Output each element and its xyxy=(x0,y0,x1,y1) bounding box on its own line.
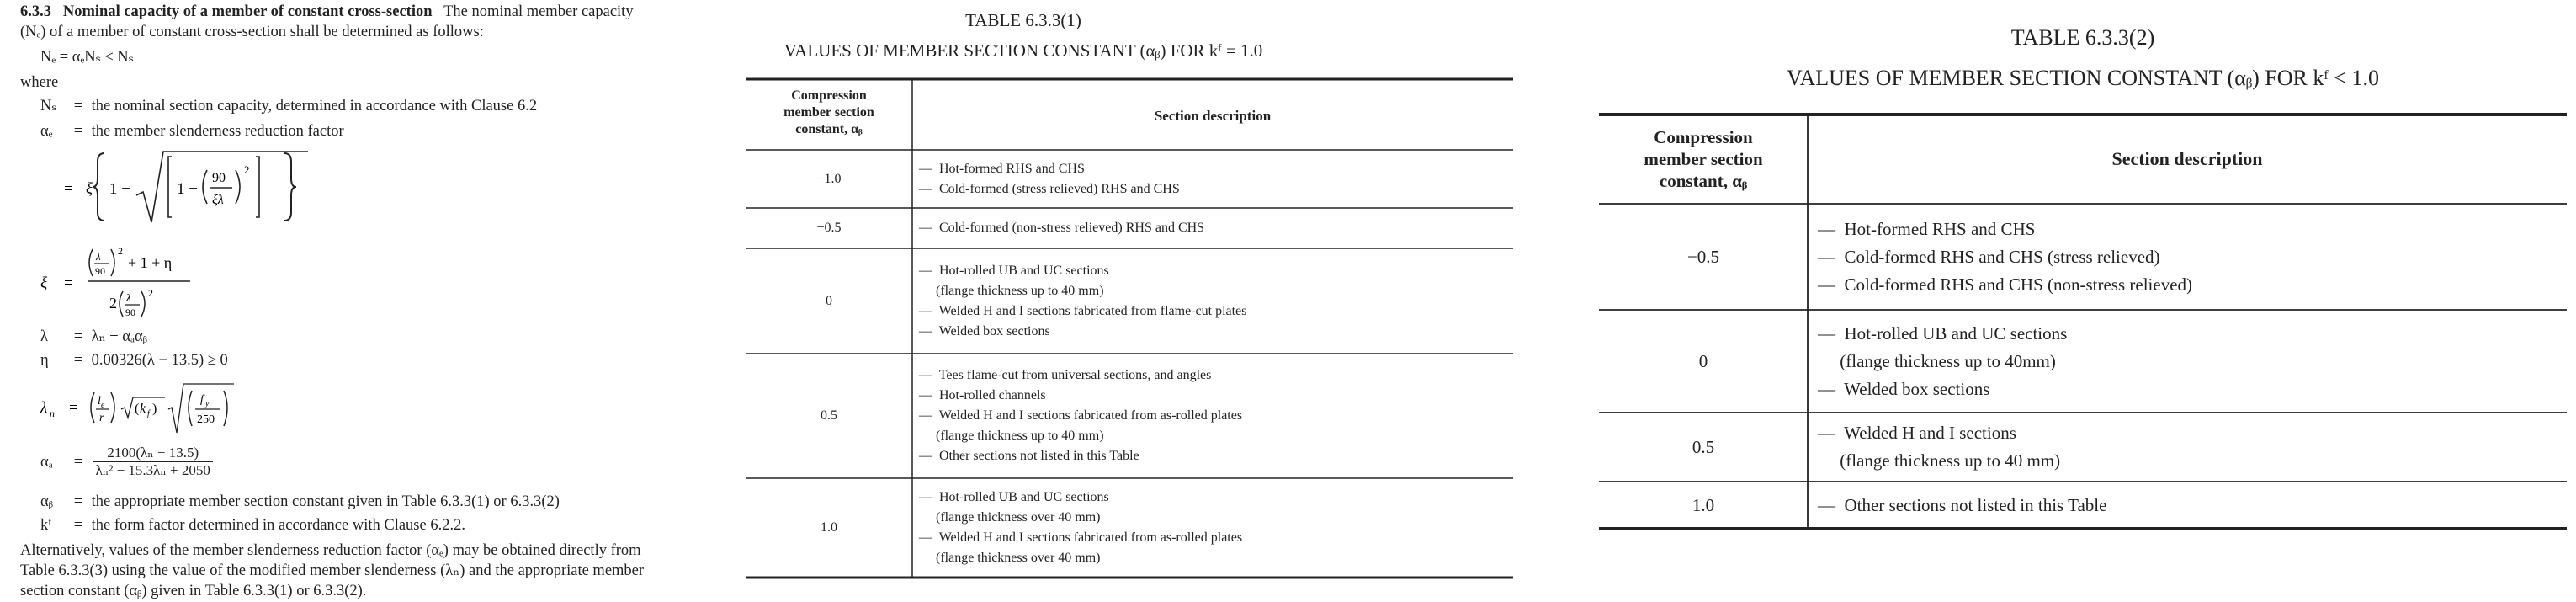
svg-text:+ 1 + η: + 1 + η xyxy=(128,254,173,271)
table2-row-3-value: 1.0 xyxy=(1692,494,1715,515)
svg-text:90: 90 xyxy=(125,306,135,318)
svg-text:e: e xyxy=(101,401,105,410)
description-line: — Welded H and I sections fabricated from as-rolled plates xyxy=(919,530,1243,545)
description-line: — Hot-rolled UB and UC sections xyxy=(919,490,1109,504)
table2-header-col1-line1: Compression xyxy=(1654,127,1753,147)
table1-row-2-description xyxy=(919,248,1246,354)
description-line: — Other sections not listed in this Table xyxy=(1818,494,2107,515)
eta-definition: 0.00326(λ − 13.5) ≥ 0 xyxy=(91,352,228,369)
svg-text:λ: λ xyxy=(126,291,131,304)
clause-heading xyxy=(20,2,634,22)
svg-text:r: r xyxy=(99,412,104,424)
table-6-3-3-1 xyxy=(746,0,1520,602)
description-line: — Cold-formed RHS and CHS (stress relieved) xyxy=(1818,246,2160,267)
def-ab: αᵦ = the appropriate member section constant given in Table 6.3.3(1) or 6.3.3(2) xyxy=(20,492,560,512)
svg-text:n: n xyxy=(50,408,55,419)
svg-text:k: k xyxy=(140,402,146,416)
equation-lambda-n xyxy=(40,379,259,438)
ns-symbol: Nₛ xyxy=(40,98,57,115)
description-line: (flange thickness up to 40 mm) xyxy=(919,283,1104,298)
def-ns: Nₛ = the nominal section capacity, determined in accordance with Clause 6.2 xyxy=(20,96,537,116)
aa-fraction xyxy=(93,445,213,479)
where-label: where xyxy=(20,74,59,91)
table1-row-1-description xyxy=(919,208,1204,248)
svg-text:λ: λ xyxy=(96,250,101,263)
svg-text:=: = xyxy=(64,180,73,198)
def-lambda: λ = λₙ + αₐαᵦ xyxy=(20,327,147,347)
svg-text:2: 2 xyxy=(118,246,123,257)
table1-row-2-value: 0 xyxy=(826,293,832,308)
svg-text:λ: λ xyxy=(40,399,48,417)
ns-definition: the nominal section capacity, determined in accordance with Clause 6.2 xyxy=(91,98,538,115)
svg-text:ξ: ξ xyxy=(86,180,93,198)
table2-header-col1-line2: member section xyxy=(1644,149,1763,169)
table1-row-0-description xyxy=(919,150,1180,208)
table2-row-2-description xyxy=(1818,413,2060,482)
description-line: — Welded box sections xyxy=(1818,378,1990,399)
description-line: — Tees flame-cut from universal sections, and angles xyxy=(919,368,1212,382)
table1-row-4-value: 1.0 xyxy=(821,520,837,535)
svg-text:90: 90 xyxy=(95,265,105,277)
description-line: — Welded H and I sections fabricated from flame-cut plates xyxy=(919,303,1247,318)
description-line: — Hot-rolled UB and UC sections xyxy=(1818,322,2068,344)
alt-line-1: Alternatively, values of the member slenderness reduction factor (αₑ) may be obtained directly from xyxy=(20,542,641,559)
table1-row-1-value: −0.5 xyxy=(816,221,842,235)
intro-line-2: (Nₑ) of a member of constant cross-section shall be determined as follows: xyxy=(20,24,484,40)
eta-symbol: η xyxy=(40,352,49,369)
description-line: — Hot-rolled channels xyxy=(919,388,1046,402)
table1-row-3-description xyxy=(919,354,1242,478)
svg-text:l: l xyxy=(98,395,101,408)
ab-definition: the appropriate member section constant given in Table 6.3.3(1) or 6.3.3(2) xyxy=(91,493,560,510)
alt-line-3: section constant (αᵦ) given in Table 6.3.3(1) or 6.3.3(2). xyxy=(20,583,367,599)
description-line: (flange thickness over 40 mm) xyxy=(919,510,1101,525)
equation-xi xyxy=(40,246,259,322)
description-line: — Other sections not listed in this Table xyxy=(919,449,1139,463)
table2-row-3-description xyxy=(1818,482,2106,529)
description-line: (flange thickness up to 40 mm) xyxy=(919,429,1104,443)
description-line: (flange thickness up to 40 mm) xyxy=(1818,450,2061,471)
description-line: — Welded H and I sections fabricated from as-rolled plates xyxy=(919,408,1243,423)
equation-main: Nₑ = αₑNₛ ≤ Nₛ xyxy=(40,49,134,66)
svg-text:(: ( xyxy=(135,402,140,416)
svg-text:1 −: 1 − xyxy=(177,180,198,198)
ac-expression-graphic xyxy=(64,145,316,229)
def-alpha-a: αₐ = $\frac{\text{2100(λₙ − 13.5)}}{\text{λₙ² − 15.3λₙ + 2050}}$ xyxy=(20,445,215,479)
description-line: — Welded H and I sections xyxy=(1818,423,2016,443)
ac-symbol: αₑ xyxy=(40,123,53,140)
table2-row-1-value: 0 xyxy=(1698,350,1708,371)
table2-title-number: TABLE 6.3.3(2) xyxy=(2010,25,2155,50)
kf-definition: the form factor determined in accordance with Clause 6.2.2. xyxy=(91,517,465,534)
equation-ac-expression xyxy=(64,145,316,229)
table1-header-col1 xyxy=(746,88,912,138)
table1-header-col1-line2: member section xyxy=(783,105,874,120)
svg-text:=: = xyxy=(64,274,73,292)
description-line: — Hot-formed RHS and CHS xyxy=(1818,218,2036,239)
aa-symbol: αₐ xyxy=(40,453,53,471)
table1-header-col1-line1: Compression xyxy=(791,88,867,103)
svg-text:f: f xyxy=(147,409,150,418)
lambda-definition: λₙ + αₐαᵦ xyxy=(91,328,147,345)
svg-text:=: = xyxy=(69,399,78,417)
table1-row-3-value: 0.5 xyxy=(821,408,837,423)
svg-text:250: 250 xyxy=(197,413,215,426)
svg-text:2: 2 xyxy=(244,163,250,176)
description-line: — Welded box sections xyxy=(919,323,1050,338)
table-6-3-3-2 xyxy=(1599,0,2576,602)
description-line: — Cold-formed (non-stress relieved) RHS and CHS xyxy=(919,221,1205,235)
table2-row-2-value: 0.5 xyxy=(1692,436,1715,457)
def-eta: η = 0.00326(λ − 13.5) ≥ 0 xyxy=(20,350,228,370)
description-line: — Hot-formed RHS and CHS xyxy=(919,161,1085,176)
clause-number: 6.3.3 xyxy=(20,3,51,20)
description-line: — Hot-rolled UB and UC sections xyxy=(919,263,1109,278)
svg-text:f: f xyxy=(200,393,204,406)
table2-header-col2: Section description xyxy=(2111,148,2263,169)
ac-definition: the member slenderness reduction factor xyxy=(91,123,344,140)
def-kf: kᶠ = the form factor determined in accordance with Clause 6.2.2. xyxy=(20,515,465,535)
lambda-n-expression-graphic xyxy=(40,379,259,438)
aa-denominator: λₙ² − 15.3λₙ + 2050 xyxy=(95,462,210,478)
table2-header-col1-line3: constant, αᵦ xyxy=(1659,171,1748,191)
svg-text:2: 2 xyxy=(109,295,117,312)
table2-header-col1 xyxy=(1599,126,1808,192)
table1-header-col2: Section description xyxy=(1154,108,1272,124)
svg-text:1 −: 1 − xyxy=(109,180,130,198)
svg-text:ξλ: ξλ xyxy=(212,193,224,207)
description-line: — Cold-formed RHS and CHS (non-stress relieved) xyxy=(1818,274,2193,295)
aa-numerator: 2100(λₙ − 13.5) xyxy=(93,445,213,462)
kf-symbol: kᶠ xyxy=(40,517,52,534)
clause-title: Nominal capacity of a member of constant cross-section xyxy=(62,3,433,20)
description-line: (flange thickness up to 40mm) xyxy=(1818,350,2056,371)
table1-row-0-value: −1.0 xyxy=(816,171,842,186)
table2-row-1-description xyxy=(1818,310,2067,413)
table1-title-number: TABLE 6.3.3(1) xyxy=(965,10,1081,30)
ab-symbol: αᵦ xyxy=(40,493,53,510)
svg-text:90: 90 xyxy=(212,171,226,185)
svg-text:y: y xyxy=(205,399,210,408)
svg-text:ξ: ξ xyxy=(40,274,48,292)
lambda-symbol: λ xyxy=(40,328,48,345)
table1-row-4-description xyxy=(919,478,1242,578)
description-line: (flange thickness over 40 mm) xyxy=(919,551,1101,565)
svg-text:2: 2 xyxy=(148,287,153,299)
xi-expression-graphic xyxy=(40,246,259,322)
alt-line-2: Table 6.3.3(3) using the value of the modified member slenderness (λₙ) and the appropriate member xyxy=(20,562,645,579)
table1-title-caption: VALUES OF MEMBER SECTION CONSTANT (αᵦ) FOR kᶠ = 1.0 xyxy=(783,40,1263,61)
def-ac: αₑ = the member slenderness reduction factor xyxy=(20,121,344,141)
table1-header-col1-line3: constant, αᵦ xyxy=(795,122,863,136)
intro-line-1: The nominal member capacity xyxy=(443,3,634,20)
svg-text:): ) xyxy=(152,402,157,416)
table2-row-0-description xyxy=(1818,204,2192,310)
table2-title-caption: VALUES OF MEMBER SECTION CONSTANT (αᵦ) FOR kᶠ < 1.0 xyxy=(1787,66,2379,90)
description-line: — Cold-formed (stress relieved) RHS and CHS xyxy=(919,181,1180,196)
table2-row-0-value: −0.5 xyxy=(1686,246,1720,267)
